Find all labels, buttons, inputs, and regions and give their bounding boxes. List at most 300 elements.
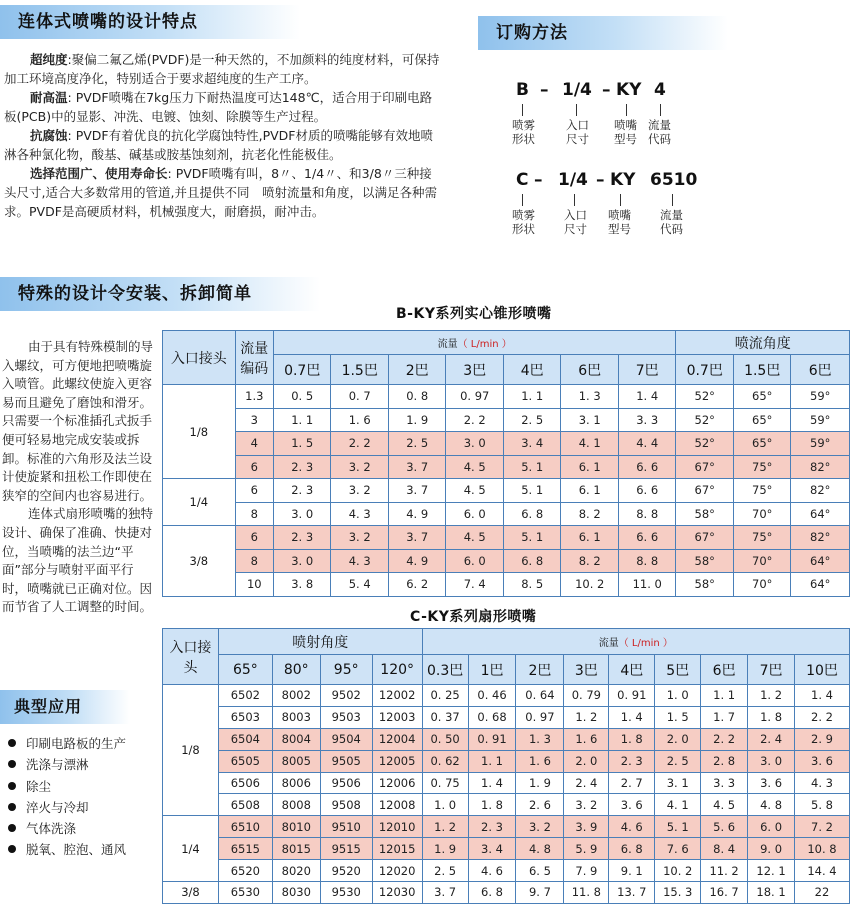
feature-paragraph [4, 88, 440, 126]
table-cell: 12015 [372, 838, 422, 860]
table-cell: 5. 1 [655, 816, 701, 838]
code-part: B [516, 80, 529, 100]
inlet-cell: 1/4 [163, 816, 219, 882]
col-header-flow: 流量（ L/min ） [422, 629, 849, 655]
t1-subheader: 6巴 [791, 355, 850, 385]
table-cell: 4. 5 [446, 455, 504, 479]
table-cell: 2. 3 [273, 479, 331, 503]
table-cell: 9520 [320, 860, 372, 882]
table-cell: 1.3 [235, 385, 273, 409]
table-cell: 12006 [372, 772, 422, 794]
table-body [163, 385, 850, 597]
table-cell: 6 [235, 455, 273, 479]
table-cell: 13. 7 [609, 882, 655, 904]
list-item: 淬火与冷却 [6, 797, 126, 818]
t1-subheader: 3巴 [446, 355, 504, 385]
t1-subheader: 7巴 [618, 355, 676, 385]
table-row [163, 838, 850, 860]
table-cell: 4. 3 [331, 502, 389, 526]
feature-title: 选择范围广、使用寿命长 [30, 166, 168, 181]
table-cell: 2. 8 [701, 750, 748, 772]
table-cell: 8. 5 [503, 573, 561, 597]
table-cell: 0. 46 [468, 685, 516, 707]
list-item: 印刷电路板的生产 [6, 733, 126, 754]
feature-title: 耐高温 [30, 90, 68, 105]
table-cell: 2. 4 [748, 728, 795, 750]
table-cell: 9. 1 [609, 860, 655, 882]
table-cell: 9508 [320, 794, 372, 816]
col-header-inlet: 入口接头 [163, 331, 236, 385]
table-cell: 1. 9 [516, 772, 564, 794]
table-cell: 1. 5 [655, 706, 701, 728]
order-code [512, 170, 712, 194]
table-cell: 9530 [320, 882, 372, 904]
table-cell: 2. 9 [795, 728, 850, 750]
col-header-angle: 喷射角度 [218, 629, 422, 655]
inlet-cell: 3/8 [163, 882, 219, 904]
table-row [163, 526, 850, 550]
table-cell: 67° [676, 479, 734, 503]
table-cell: 9502 [320, 685, 372, 707]
table-row [163, 685, 850, 707]
table-cell: 2. 7 [609, 772, 655, 794]
table-cell: 4. 6 [609, 816, 655, 838]
code-part: – [540, 80, 549, 100]
table-cell: 3. 7 [388, 479, 446, 503]
code-label: 喷嘴型号 [614, 118, 637, 146]
table-cell: 2. 3 [468, 816, 516, 838]
table-row [163, 432, 850, 456]
table-cell: 0. 62 [422, 750, 468, 772]
code-part: – [596, 170, 605, 190]
table-cell: 5. 6 [701, 816, 748, 838]
order-code-example-b [512, 80, 712, 148]
table-cell: 59° [791, 432, 850, 456]
t2-subheader: 80° [272, 655, 320, 685]
table-cell: 3. 3 [618, 408, 676, 432]
table-row [163, 479, 850, 503]
table-cell: 8. 8 [618, 502, 676, 526]
code-ticks [512, 104, 712, 118]
table-cell: 3. 6 [748, 772, 795, 794]
table-cell: 1. 4 [795, 685, 850, 707]
code-label: 喷雾形状 [512, 118, 535, 146]
table-cell: 10 [235, 573, 273, 597]
table-cell: 0. 97 [446, 385, 504, 409]
table-cell: 3. 2 [331, 479, 389, 503]
installation-text [2, 338, 158, 617]
table-c-ky [162, 628, 850, 904]
table-b-ky-title: B-KY系列实心锥形喷嘴 [396, 306, 552, 322]
table-cell: 2. 2 [331, 432, 389, 456]
table-row [163, 385, 850, 409]
table-cell: 8 [235, 549, 273, 573]
table-cell: 7. 9 [564, 860, 609, 882]
table-cell: 6. 6 [618, 455, 676, 479]
table-cell: 75° [733, 526, 791, 550]
t2-subheader: 120° [372, 655, 422, 685]
t1-subheader: 1.5巴 [733, 355, 791, 385]
table-cell: 12005 [372, 750, 422, 772]
table-cell: 52° [676, 432, 734, 456]
table-cell: 6. 6 [618, 479, 676, 503]
table-cell: 12003 [372, 706, 422, 728]
table-cell: 2. 3 [273, 526, 331, 550]
table-cell: 75° [733, 479, 791, 503]
table-cell: 67° [676, 526, 734, 550]
code-part: 1/4 [562, 80, 592, 100]
table-cell: 1. 8 [609, 728, 655, 750]
table-cell: 11. 8 [564, 882, 609, 904]
table-cell: 22 [795, 882, 850, 904]
col-header-angle: 喷流角度 [676, 331, 850, 355]
table-cell: 4. 3 [331, 549, 389, 573]
code-part: 1/4 [558, 170, 588, 190]
table-cell: 0. 64 [516, 685, 564, 707]
code-part: KY [616, 80, 642, 100]
table-cell: 8006 [272, 772, 320, 794]
table-cell: 6. 2 [388, 573, 446, 597]
t2-subheader: 10巴 [795, 655, 850, 685]
code-part: 6510 [650, 170, 698, 190]
table-cell: 2. 3 [273, 455, 331, 479]
table-cell: 2. 5 [388, 432, 446, 456]
install-paragraph: 连体式扇形喷嘴的独特设计、确保了准确、快捷对位，当喷嘴的法兰边“平面”部分与喷射平面平行时，喷嘴就已正确对位。因而节省了人工调整的时间。 [2, 506, 154, 615]
t2-subheader: 3巴 [564, 655, 609, 685]
table-cell: 2. 5 [422, 860, 468, 882]
table-cell: 6504 [218, 728, 272, 750]
table-cell: 3. 4 [468, 838, 516, 860]
table-b-ky [162, 330, 850, 597]
table-cell: 4. 1 [655, 794, 701, 816]
table-cell: 9504 [320, 728, 372, 750]
table-cell: 2. 6 [516, 794, 564, 816]
table-cell: 2. 2 [795, 706, 850, 728]
t2-subheader: 7巴 [748, 655, 795, 685]
t2-subheader: 95° [320, 655, 372, 685]
table-cell: 4. 9 [388, 502, 446, 526]
table-cell: 11. 0 [618, 573, 676, 597]
table-cell: 9. 0 [748, 838, 795, 860]
code-part: KY [610, 170, 636, 190]
table-cell: 6. 0 [446, 549, 504, 573]
table-row [163, 706, 850, 728]
table-cell: 4. 5 [446, 479, 504, 503]
table-cell: 8. 2 [561, 502, 619, 526]
table-cell: 1. 2 [564, 706, 609, 728]
table-cell: 4. 9 [388, 549, 446, 573]
table-cell: 18. 1 [748, 882, 795, 904]
table-cell: 70° [733, 573, 791, 597]
table-cell: 1. 6 [564, 728, 609, 750]
feature-paragraph [4, 126, 440, 164]
table-cell: 12002 [372, 685, 422, 707]
table-cell: 5. 1 [503, 455, 561, 479]
code-label: 入口尺寸 [566, 118, 589, 146]
inlet-cell: 1/8 [163, 385, 236, 479]
order-code [512, 80, 712, 104]
table-cell: 0. 37 [422, 706, 468, 728]
table-cell: 6. 1 [561, 455, 619, 479]
installation-heading: 特殊的设计令安装、拆卸简单 [0, 277, 320, 311]
table-cell: 8004 [272, 728, 320, 750]
t2-subheader: 65° [218, 655, 272, 685]
table-cell: 65° [733, 385, 791, 409]
table-cell: 2. 2 [446, 408, 504, 432]
table-cell: 12004 [372, 728, 422, 750]
table-cell: 3. 2 [331, 526, 389, 550]
table-cell: 4. 5 [701, 794, 748, 816]
table-row [163, 408, 850, 432]
table-cell: 4. 8 [748, 794, 795, 816]
table-cell: 59° [791, 385, 850, 409]
table-row [163, 860, 850, 882]
table-cell: 3. 0 [273, 502, 331, 526]
code-part: 4 [654, 80, 666, 100]
table-cell: 2. 5 [503, 408, 561, 432]
feature-body: : PVDF喷嘴有叫，8〃、1/4〃、和3/8〃三种接头尺寸,适合大多数常用的管道,并且提供不同 喷射流量和角度，以满足各种需求。PVDF是高硬质材料，机械强度大，耐磨损，耐冲击。 [4, 166, 437, 219]
table-cell: 3. 7 [422, 882, 468, 904]
table-cell: 2. 5 [655, 750, 701, 772]
t1-subheader: 6巴 [561, 355, 619, 385]
table-cell: 8010 [272, 816, 320, 838]
table-cell: 6. 6 [618, 526, 676, 550]
table-cell: 70° [733, 502, 791, 526]
table-cell: 9506 [320, 772, 372, 794]
applications-heading: 典型应用 [0, 690, 130, 724]
table-cell: 0. 91 [609, 685, 655, 707]
table-cell: 1. 9 [388, 408, 446, 432]
table-cell: 70° [733, 549, 791, 573]
table-cell: 58° [676, 502, 734, 526]
t2-subheader: 5巴 [655, 655, 701, 685]
col-header-code: 流量编码 [235, 331, 273, 385]
table-cell: 9510 [320, 816, 372, 838]
table-row [163, 502, 850, 526]
table-cell: 9. 7 [516, 882, 564, 904]
table-cell: 3. 2 [331, 455, 389, 479]
table-cell: 3. 9 [564, 816, 609, 838]
table-cell: 65° [733, 432, 791, 456]
table-cell: 12020 [372, 860, 422, 882]
table-cell: 7. 4 [446, 573, 504, 597]
table-cell: 3. 3 [701, 772, 748, 794]
table-row [163, 455, 850, 479]
table-cell: 2. 2 [701, 728, 748, 750]
table-cell: 1. 2 [422, 816, 468, 838]
table-cell: 1. 3 [561, 385, 619, 409]
table-cell: 6. 1 [561, 526, 619, 550]
table-cell: 6520 [218, 860, 272, 882]
feature-title: 抗腐蚀 [30, 128, 68, 143]
table-cell: 8. 8 [618, 549, 676, 573]
feature-paragraph [4, 164, 440, 221]
t1-subheader: 4巴 [503, 355, 561, 385]
code-part: – [602, 80, 611, 100]
table-cell: 5. 1 [503, 526, 561, 550]
table-cell: 0. 91 [468, 728, 516, 750]
table-cell: 6. 8 [609, 838, 655, 860]
table-cell: 15. 3 [655, 882, 701, 904]
table-cell: 1. 4 [618, 385, 676, 409]
code-labels [512, 208, 712, 238]
table-cell: 4. 1 [561, 432, 619, 456]
table-cell: 8008 [272, 794, 320, 816]
feature-title: 超纯度 [30, 52, 68, 67]
table-cell: 4. 8 [516, 838, 564, 860]
inlet-cell: 1/8 [163, 685, 219, 816]
table-cell: 3. 7 [388, 455, 446, 479]
table-cell: 16. 7 [701, 882, 748, 904]
list-item: 气体洗涤 [6, 818, 126, 839]
table-cell: 6 [235, 479, 273, 503]
table-cell: 4. 6 [468, 860, 516, 882]
table-cell: 75° [733, 455, 791, 479]
table-cell: 2. 0 [655, 728, 701, 750]
table-cell: 1. 8 [748, 706, 795, 728]
table-cell: 3. 2 [564, 794, 609, 816]
table-cell: 6506 [218, 772, 272, 794]
table-cell: 6. 8 [468, 882, 516, 904]
table-row [163, 794, 850, 816]
table-cell: 0. 25 [422, 685, 468, 707]
table-cell: 6 [235, 526, 273, 550]
table-cell: 10. 2 [561, 573, 619, 597]
table-cell: 8020 [272, 860, 320, 882]
col-header-flow: 流量（ L/min ） [273, 331, 676, 355]
table-cell: 1. 1 [701, 685, 748, 707]
t1-subheader: 0.7巴 [676, 355, 734, 385]
t2-subheader: 6巴 [701, 655, 748, 685]
list-item: 除尘 [6, 776, 126, 797]
code-label: 入口尺寸 [564, 208, 587, 236]
table-row [163, 573, 850, 597]
table-cell: 6. 1 [561, 479, 619, 503]
code-part: – [534, 170, 543, 190]
table-cell: 6. 8 [503, 502, 561, 526]
t1-subheader: 0.7巴 [273, 355, 331, 385]
order-method-heading: 订购方法 [478, 16, 728, 50]
t1-subheader: 2巴 [388, 355, 446, 385]
code-labels [512, 118, 712, 148]
table-cell: 3. 1 [561, 408, 619, 432]
table-cell: 6. 0 [748, 816, 795, 838]
table-cell: 64° [791, 573, 850, 597]
table-cell: 10. 8 [795, 838, 850, 860]
feature-paragraph [4, 50, 440, 88]
install-paragraph: 由于具有特殊模制的导入螺纹，可方便地把喷嘴旋入喷管。此螺纹使旋入更容易而且避免了磨蚀和滑牙。只需要一个标准插孔式扳手便可轻易地完成安装或拆卸。标准的六角形及法兰设计使旋紧和扭松工作即使在狭窄的空间内也容易进行。 [2, 339, 154, 503]
table-cell: 8002 [272, 685, 320, 707]
table-cell: 58° [676, 573, 734, 597]
table-cell: 82° [791, 479, 850, 503]
table-cell: 1. 9 [422, 838, 468, 860]
table-cell: 2. 0 [564, 750, 609, 772]
table-cell: 65° [733, 408, 791, 432]
t2-subheader: 1巴 [468, 655, 516, 685]
table-cell: 4. 3 [795, 772, 850, 794]
table-cell: 3. 0 [748, 750, 795, 772]
table-cell: 3. 0 [446, 432, 504, 456]
table-cell: 64° [791, 549, 850, 573]
table-cell: 14. 4 [795, 860, 850, 882]
table-cell: 3. 2 [516, 816, 564, 838]
table-cell: 1. 1 [503, 385, 561, 409]
table-cell: 59° [791, 408, 850, 432]
table-cell: 6515 [218, 838, 272, 860]
table-cell: 1. 2 [748, 685, 795, 707]
table-cell: 10. 2 [655, 860, 701, 882]
table-cell: 12010 [372, 816, 422, 838]
table-cell: 12030 [372, 882, 422, 904]
table-cell: 12008 [372, 794, 422, 816]
table-cell: 0. 68 [468, 706, 516, 728]
table-cell: 6502 [218, 685, 272, 707]
table-cell: 6530 [218, 882, 272, 904]
table-cell: 4. 5 [446, 526, 504, 550]
table-cell: 0. 50 [422, 728, 468, 750]
table-cell: 3. 4 [503, 432, 561, 456]
table-cell: 1. 0 [422, 794, 468, 816]
code-label: 流量代码 [660, 208, 683, 236]
table-cell: 9503 [320, 706, 372, 728]
table-cell: 1. 1 [273, 408, 331, 432]
table-cell: 82° [791, 526, 850, 550]
table-cell: 9515 [320, 838, 372, 860]
table-cell: 6. 5 [516, 860, 564, 882]
table-cell: 1. 4 [609, 706, 655, 728]
table-cell: 1. 6 [331, 408, 389, 432]
design-features-heading: 连体式喷嘴的设计特点 [0, 5, 300, 39]
table-cell: 5. 4 [331, 573, 389, 597]
table-cell: 0. 97 [516, 706, 564, 728]
features-text [4, 50, 440, 221]
table-cell: 12. 1 [748, 860, 795, 882]
inlet-cell: 3/8 [163, 526, 236, 597]
t2-subheader: 2巴 [516, 655, 564, 685]
table-cell: 5. 8 [795, 794, 850, 816]
table-cell: 2. 3 [609, 750, 655, 772]
table-cell: 3. 0 [273, 549, 331, 573]
inlet-cell: 1/4 [163, 479, 236, 526]
table-cell: 7. 6 [655, 838, 701, 860]
table-row [163, 728, 850, 750]
table-cell: 8. 2 [561, 549, 619, 573]
table-cell: 3. 1 [655, 772, 701, 794]
table-cell: 6. 8 [503, 549, 561, 573]
table-cell: 5. 1 [503, 479, 561, 503]
table-cell: 0. 8 [388, 385, 446, 409]
table-cell: 0. 5 [273, 385, 331, 409]
table-cell: 1. 6 [516, 750, 564, 772]
table-cell: 1. 3 [516, 728, 564, 750]
table-c-ky-title: C-KY系列扇形喷嘴 [410, 609, 537, 625]
table-cell: 8005 [272, 750, 320, 772]
table-cell: 1. 5 [273, 432, 331, 456]
table-cell: 6. 0 [446, 502, 504, 526]
applications-list [6, 733, 126, 861]
table-cell: 5. 9 [564, 838, 609, 860]
table-cell: 3. 8 [273, 573, 331, 597]
code-label: 喷嘴型号 [608, 208, 631, 236]
table-cell: 6503 [218, 706, 272, 728]
code-label: 流量代码 [648, 118, 671, 146]
table-cell: 64° [791, 502, 850, 526]
order-code-example-c [512, 170, 712, 238]
table-cell: 1. 1 [468, 750, 516, 772]
list-item: 洗涤与漂淋 [6, 754, 126, 775]
table-cell: 82° [791, 455, 850, 479]
table-cell: 2. 4 [564, 772, 609, 794]
